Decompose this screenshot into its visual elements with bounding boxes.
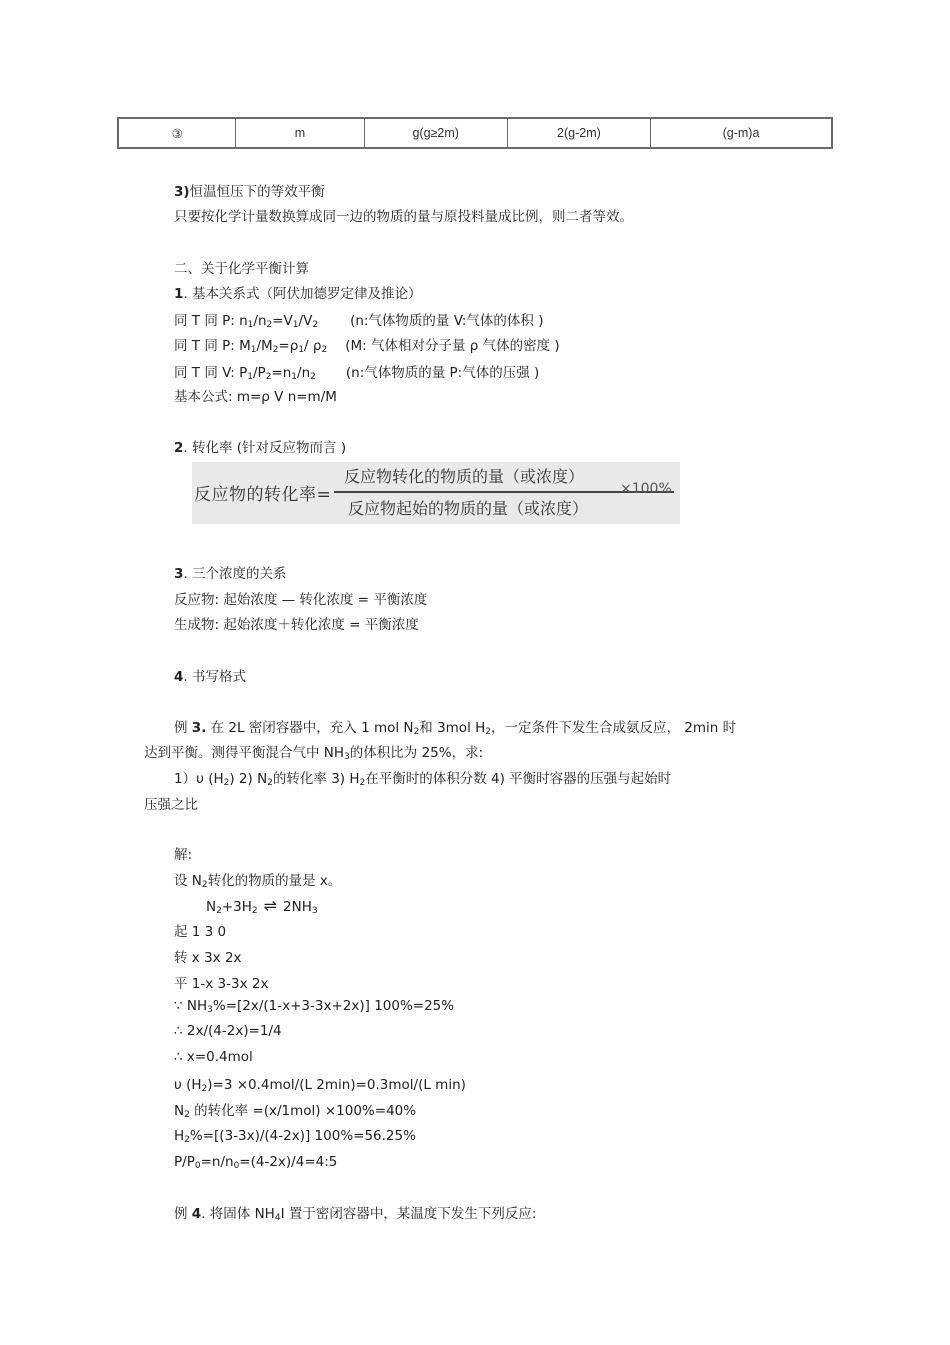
reaction-equation: $N_2+3H_2$ ⇌ $2NH_3$ [206,896,318,916]
table-cell-result: (g-m)a [722,126,760,140]
data-table-row [117,117,833,149]
solution-set: 设 $N_2$转化的物质的量是 x。 [174,873,342,890]
section-3-title: 3)恒温恒压下的等效平衡 [174,184,325,200]
calc-4: υ $(H_2)=3 \times 0.4mol/(L$ 2min)=0.3mol/(L min) [174,1077,466,1094]
calc-2: ∴ 2x/(4-2x)=1/4 [174,1023,282,1039]
row-start: 起 1 3 0 [174,924,227,940]
calc-3: ∴ x=0.4mol [174,1049,253,1065]
point-2-title: 2. 转化率 (针对反应物而言 ) [174,440,347,456]
row-equilibrium: 平 1-x 3-3x 2x [174,976,269,992]
calc-5: $N_2$ 的转化率 =(x/1mol) ×100%=40% [174,1103,417,1120]
formula-lhs: 反应物的转化率= [194,485,332,505]
table-cell-g: g(g≥2m) [365,119,508,147]
table-cell-index: ③ [119,119,236,147]
law-2: 同 T 同 P: $M_1/M_2=\rho_1/$ $\rho_2$ (M: 气体相对分子量 ρ 气体的密度 ) [174,338,560,355]
calc-7: $P/P_0=n/n_0=(4-2x)/4=4:5$ [174,1154,338,1171]
conversion-rate-formula [192,462,680,524]
calc-6: $H_2\%=[(3-3x)/(4-2x)]$ 100%=56.25% [174,1128,416,1145]
row-change: 转 x 3x 2x [174,950,242,966]
equilibrium-arrow-icon: ⇌ [263,896,278,915]
point-3-title: 3. 三个浓度的关系 [174,566,287,582]
example-4: 例 4. 将固体 $NH_4I$ 置于密闭容器中，某温度下发生下列反应: [174,1206,537,1223]
point-1-title: 1. 基本关系式（阿伏加德罗定律及推论） [174,286,422,302]
section-3-body: 只要按化学计量数换算成同一边的物质的量与原投料量成比例，则二者等效。 [174,209,633,225]
calc-1: ∵ $NH_3\%=[2x/(1-x+3-3x+2x)]$ 100%=25% [174,998,455,1015]
formula-denominator: 反应物起始的物质的量（或浓度） [348,499,589,518]
example-3-questions: 1）υ $(H_2)$ 2) $N_2$的转化率 3) $H_2$在平衡时的体积分数 4) 平衡时容器的压强与起始时 [174,771,672,788]
concentration-reactant: 反应物: 起始浓度 — 转化浓度 = 平衡浓度 [174,592,428,608]
basic-formula: 基本公式: m=ρ V n=m/M [174,389,337,405]
example-3-line-1: 例 3. 在 2L 密闭容器中，充入 1 mol $N_2$和 3mol $H_2$，一定条件下发生合成氨反应， 2min 时 [174,720,737,737]
concentration-product: 生成物: 起始浓度＋转化浓度 = 平衡浓度 [174,617,419,633]
point-4-title: 4. 书写格式 [174,669,246,685]
formula-numerator: 反应物转化的物质的量（或浓度） [344,467,585,486]
solution-label: 解: [174,847,193,863]
table-cell-m: m [236,119,364,147]
law-3: 同 T 同 V: $P_1/P_2=n_1/n_2$ (n:气体物质的量 P:气体的压强 ) [174,365,540,382]
formula-factor: ×100% [620,481,672,497]
law-1: 同 T 同 P: $n_1/n_2=V_1/V_2$ (n:气体物质的量 V:气体的体积 ) [174,313,544,330]
example-3-line-2: 达到平衡。测得平衡混合气中 $NH_3$的体积比为 25%，求: [144,745,484,762]
table-cell-value: 2(g-2m) [508,119,651,147]
example-3-questions-cont: 压强之比 [144,797,198,813]
section-heading: 二、关于化学平衡计算 [174,261,309,277]
